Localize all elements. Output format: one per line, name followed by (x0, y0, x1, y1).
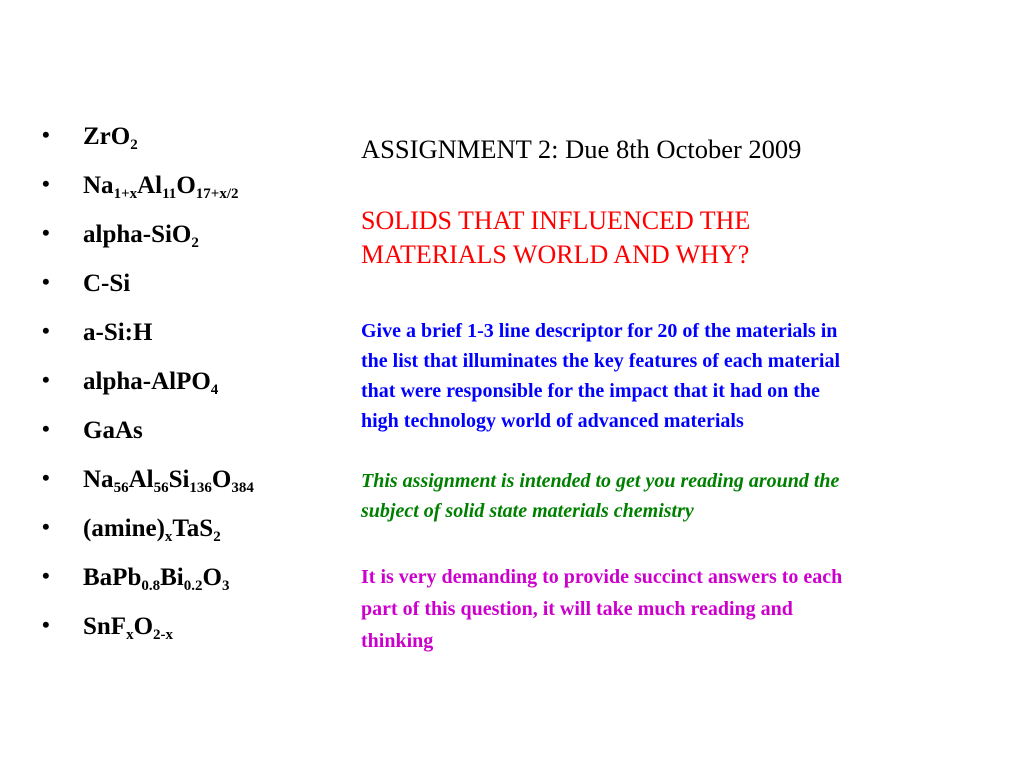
bullet-dot-icon: • (42, 171, 50, 196)
bullet-dot-icon: • (42, 612, 50, 637)
instructions-line: Give a brief 1-3 line descriptor for 20 of the materials in (361, 320, 838, 342)
warning-line: thinking (361, 630, 434, 652)
formula-text: C-Si (83, 270, 131, 297)
formula-subscript: 56 (113, 480, 129, 496)
instructions-line: that were responsible for the impact that it had on the (361, 380, 820, 402)
formula-subscript: 136 (189, 480, 212, 496)
formula-subscript: 2 (191, 235, 199, 251)
formula (83, 319, 152, 346)
list-item (42, 222, 254, 271)
assignment-title: ASSIGNMENT 2: Due 8th October 2009 (361, 134, 802, 164)
formula-subscript: 2-x (153, 627, 174, 643)
bullet-dot-icon: • (42, 220, 50, 245)
formula-text: a-Si:H (83, 319, 153, 346)
formula-text: ZrO (83, 123, 131, 150)
formula (83, 221, 199, 251)
warning-line: It is very demanding to provide succinct answers to each (361, 566, 843, 588)
bullet-dot-icon: • (42, 367, 50, 392)
formula (83, 417, 143, 444)
warning-paragraph (361, 561, 986, 657)
formula-text: (amine) (83, 515, 165, 542)
formula-text: O (202, 564, 222, 591)
formula-subscript: 384 (231, 480, 254, 496)
purpose-line: This assignment is intended to get you reading around the (361, 470, 840, 492)
bullet-dot-icon: • (42, 465, 50, 490)
question-line: MATERIALS WORLD AND WHY? (361, 240, 750, 269)
formula (83, 613, 174, 643)
formula-subscript: x (164, 529, 173, 545)
list-item (42, 369, 254, 418)
formula-text: alpha-SiO (83, 221, 192, 248)
list-item (42, 124, 254, 173)
formula-text: O (176, 172, 196, 199)
formula-subscript: 4 (210, 382, 219, 398)
formula-text: Bi (160, 564, 184, 591)
instructions-line: high technology world of advanced materials (361, 410, 744, 432)
formula-text: O (133, 613, 154, 640)
bullet-dot-icon: • (42, 122, 50, 147)
purpose-paragraph (361, 466, 986, 526)
formula-text: GaAs (83, 417, 143, 444)
list-item (42, 467, 254, 516)
formula-text: TaS (172, 515, 214, 542)
question-title (361, 204, 986, 272)
purpose-line: subject of solid state materials chemistry (361, 500, 694, 522)
list-item (42, 320, 254, 369)
formula-subscript: x (126, 627, 134, 643)
list-item (42, 271, 254, 320)
formula-text: SnF (83, 613, 127, 640)
formula-subscript: 56 (153, 480, 169, 496)
formula (83, 515, 221, 545)
formula-subscript: 2 (130, 137, 138, 153)
formula-subscript: 0.8 (141, 578, 161, 594)
list-item (42, 614, 254, 663)
bullet-dot-icon: • (42, 416, 50, 441)
formula-subscript: 2 (213, 529, 221, 545)
formula-subscript: 17+x/2 (195, 186, 239, 202)
formula-text: Al (137, 172, 163, 199)
formula (83, 368, 219, 398)
instructions-line: the list that illuminates the key features of each material (361, 350, 840, 372)
instructions-paragraph (361, 316, 986, 436)
bullet-dot-icon: • (42, 269, 50, 294)
formula (83, 172, 239, 202)
formula-text: alpha-AlPO (83, 368, 211, 395)
formula-subscript: 11 (162, 186, 177, 202)
list-item (42, 516, 254, 565)
list-item (42, 418, 254, 467)
formula-text: BaPb (83, 564, 142, 591)
formula (83, 270, 130, 297)
list-item (42, 565, 254, 614)
formula-list (42, 124, 254, 663)
bullet-dot-icon: • (42, 563, 50, 588)
formula-text: Na (83, 466, 114, 493)
formula (83, 564, 230, 594)
bullet-dot-icon: • (42, 514, 50, 539)
formula-text: Na (83, 172, 114, 199)
list-item (42, 173, 254, 222)
formula-text: Si (168, 466, 190, 493)
formula-text: Al (128, 466, 154, 493)
formula-subscript: 1+x (113, 186, 138, 202)
formula (83, 123, 138, 153)
formula (83, 466, 254, 496)
question-line: SOLIDS THAT INFLUENCED THE (361, 206, 751, 235)
formula-subscript: 0.2 (183, 578, 203, 594)
formula-subscript: 3 (221, 578, 230, 594)
warning-line: part of this question, it will take much reading and (361, 598, 793, 620)
formula-text: O (211, 466, 232, 493)
bullet-dot-icon: • (42, 318, 50, 343)
